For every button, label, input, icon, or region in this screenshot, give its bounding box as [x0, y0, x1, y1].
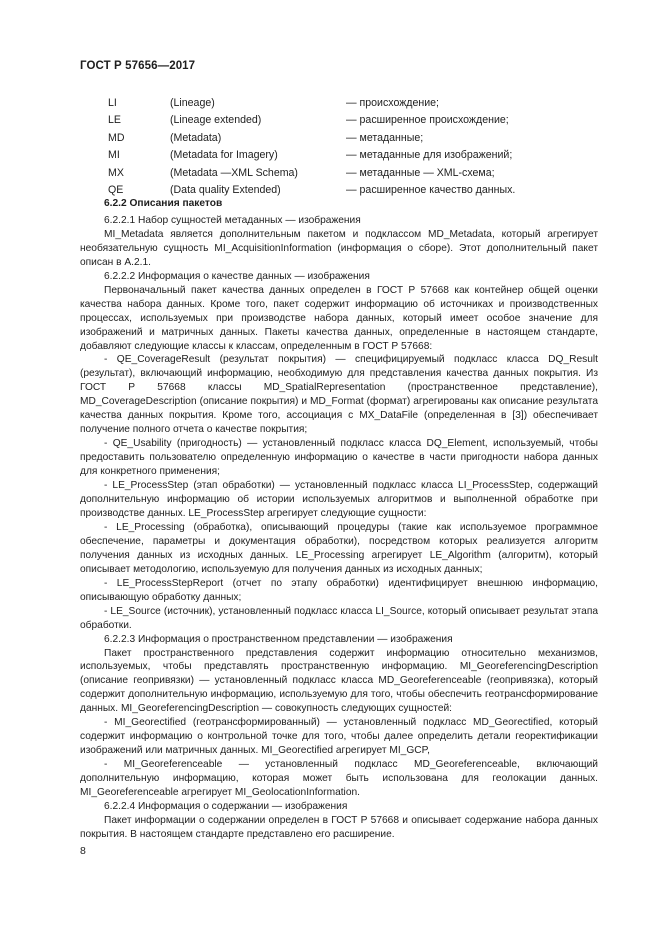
paragraph: Первоначальный пакет качества данных определен в ГОСТ Р 57668 как контейнер общей оценки качества набора данных. Кроме того, пакет содержит информацию об источниках и производственных процессах, используемых при производстве набора данных, который имеет особое значение для изображений и матричных данных. Пакеты качества данных, определенные в настоящем стандарте, добавляют следующие классы к классам, определенным в ГОСТ Р 57668:: [80, 284, 598, 352]
abbreviation-code: MX: [108, 166, 124, 179]
document-body: [80, 195, 598, 842]
list-item: - MI_Georectified (геотрансформированный) — установленный подкласс MD_Georectified, который содержит информацию о контрольной точке для того, чтобы далее определить детали георектификации изображений или матричных данных. MI_Georectified агрегирует MI_GCP,: [80, 717, 598, 757]
abbreviation-meaning: — метаданные — XML-схема;: [346, 166, 495, 179]
abbreviation-name: (Lineage): [170, 97, 215, 109]
abbreviation-meaning: — метаданные для изображений;: [346, 149, 513, 162]
list-item: - LE_Processing (обработка), описывающий процедуры (такие как используемое программное обеспечение, параметры и документация обработки), посредством которых реализуется алгоритм получения данных из исходных данных. LE_Processing агрегирует LE_Algorithm (алгоритм), который описывает методологию, используемую для получения данных из исходных данных;: [80, 521, 598, 575]
abbreviation-row: [0, 147, 661, 164]
abbreviation-name: (Metadata): [170, 131, 222, 144]
abbreviation-list: [0, 95, 661, 199]
abbreviation-meaning: — расширенное происхождение;: [346, 114, 509, 127]
abbreviation-row: [0, 130, 661, 147]
abbreviation-name: (Data quality Extended): [170, 183, 281, 196]
page-number: 8: [80, 845, 86, 857]
abbreviation-meaning: — расширенное качество данных.: [346, 183, 516, 196]
subsection-heading: 6.2.2.3 Информация о пространственном представлении — изображения: [104, 633, 453, 645]
standard-code-header: ГОСТ Р 57656—2017: [80, 60, 196, 72]
list-item: - MI_Georeferenceable — установленный подкласс MD_Georeferenceable, включающий дополнительную информацию, которая может быть использована для геолокации данных. MI_Georeferenceable агрегирует MI_GeolocationInformation.: [80, 759, 598, 799]
subsection-heading: 6.2.2.2 Информация о качестве данных — изображения: [104, 270, 370, 282]
paragraph: MI_Metadata является дополнительным пакетом и подклассом MD_Metadata, который агрегирует необязательную сущность MI_AcquisitionInformation (информация о сборе). Этот дополнительный пакет описан в А.2.1.: [80, 228, 598, 268]
list-item: - LE_ProcessStepReport (отчет по этапу обработки) идентифицирует внешнюю информацию, описывающую обработку данных;: [80, 577, 598, 603]
list-item: - QE_Usability (пригодность) — установленный подкласс класса DQ_Element, используемый, чтобы предоставить пользователю определенную информацию о качестве в части пригодности набора данных для конкретного применения;: [80, 438, 598, 478]
subsection-heading: 6.2.2.4 Информация о содержании — изображения: [104, 800, 348, 812]
abbreviation-row: [0, 165, 661, 182]
list-item: - LE_ProcessStep (этап обработки) — установленный подкласс класса LI_ProcessStep, содержащий дополнительную информацию об истории используемых алгоритмов и выполненной обработке при производстве данных. LE_ProcessStep агрегирует следующие сущности:: [80, 480, 598, 519]
abbreviation-code: QE: [108, 183, 124, 196]
section-heading: 6.2.2 Описания пакетов: [104, 198, 223, 209]
paragraph: Пакет пространственного представления содержит информацию относительно механизмов, используемых, чтобы представлять пространственную информацию. MI_GeoreferencingDescription (описание геопривязки) — установленный подкласс класса MD_Georeferenceable (геопривязка), который содержит дополнительную информацию, используемую для того, чтобы обеспечить геотрансформирование данных. MI_GeoreferencingDescription — совокупность следующих сущностей:: [80, 647, 598, 715]
list-item: - LE_Source (источник), установленный подкласс класса LI_Source, который описывает результат этапа обработки.: [80, 605, 598, 631]
abbreviation-meaning: — метаданные;: [346, 131, 424, 144]
abbreviation-code: MD: [108, 131, 125, 144]
abbreviation-code: LE: [108, 114, 121, 127]
abbreviation-name: (Metadata —XML Schema): [170, 166, 298, 179]
abbreviation-name: (Lineage extended): [170, 114, 262, 127]
subsection-heading: 6.2.2.1 Набор сущностей метаданных — изображения: [104, 214, 361, 226]
abbreviation-code: LI: [108, 97, 117, 109]
abbreviation-code: MI: [108, 149, 120, 162]
abbreviation-row: [0, 112, 661, 129]
list-item: - QE_CoverageResult (результат покрытия) — специфицируемый подкласс класса DQ_Result (результат), включающий информацию, необходимую для представления качества данных покрытия. Из ГОСТ Р 57668 классы MD_SpatialRepresentation (пространственное представление), MD_CoverageDescription (описание покрытия) и MD_Format (формат) агрегированы как описание результата качества данных покрытия. Кроме того, ассоциация с MX_DataFile (определенная в [3]) обеспечивает получение полного отчета о качестве покрытия;: [80, 354, 598, 436]
abbreviation-row: [0, 95, 661, 112]
abbreviation-name: (Metadata for Imagery): [170, 149, 278, 162]
abbreviation-meaning: — происхождение;: [346, 97, 439, 109]
paragraph: Пакет информации о содержании определен в ГОСТ Р 57668 и описывает содержание набора данных покрытия. В настоящем стандарте представлено его расширение.: [80, 814, 598, 840]
